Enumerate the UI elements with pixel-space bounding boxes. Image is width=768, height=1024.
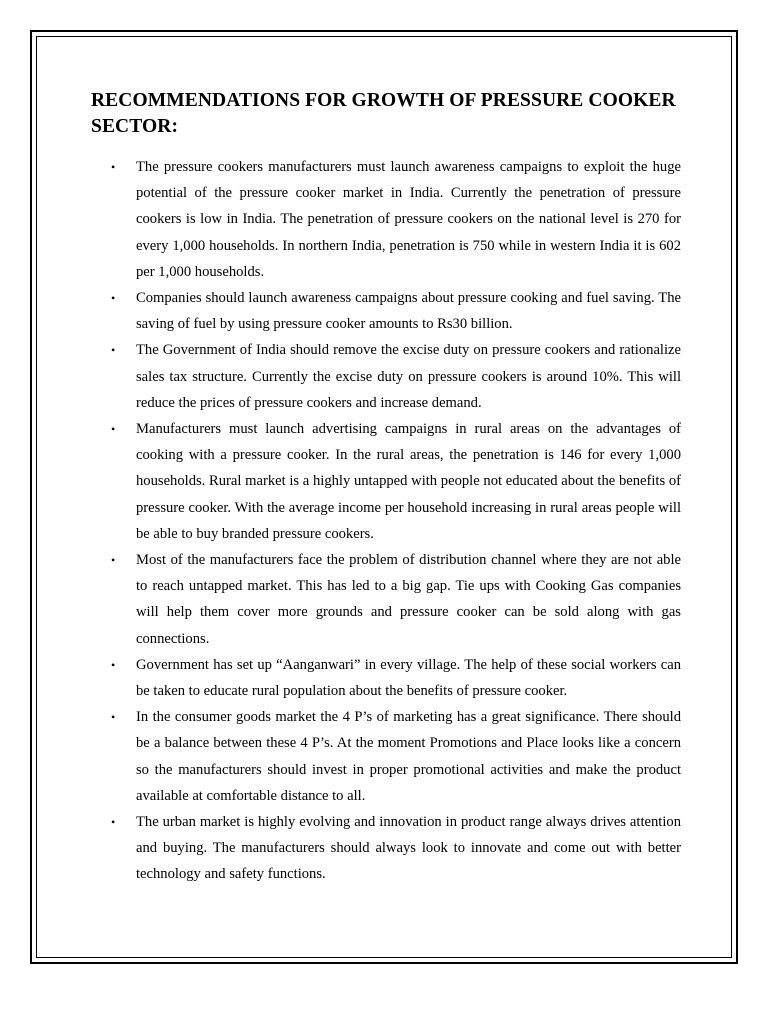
bullet-icon: • — [111, 553, 116, 568]
list-item — [91, 285, 681, 337]
bullet-icon: • — [111, 160, 116, 174]
document-body — [91, 88, 681, 888]
bullet-icon: • — [111, 343, 116, 358]
list-item — [91, 547, 681, 652]
bullet-icon: • — [111, 422, 116, 437]
list-item-text: The pressure cookers manufacturers must launch awareness campaigns to exploit the huge potential of the pressure cooker market in India. Currently the penetration of pressure cookers is low in India. The penetration of pressure cookers on the national level is 270 for every 1,000 households. In northern India, penetration is 750 while in western India it is 602 per 1,000 households. — [136, 159, 681, 280]
list-item-text: The Government of India should remove the excise duty on pressure cookers and rationalize sales tax structure. Currently the excise duty on pressure cookers is around 10%. This will reduce the prices of pressure cookers and increase demand. — [136, 342, 681, 411]
list-item-text: Most of the manufacturers face the problem of distribution channel where they are not able to reach untapped market. This has led to a big gap. Tie ups with Cooking Gas companies will help them cover more grounds and pressure cooker can be sold along with gas connections. — [136, 552, 681, 647]
list-item — [91, 337, 681, 416]
bullet-icon: • — [111, 815, 116, 830]
list-item-text: Manufacturers must launch advertising campaigns in rural areas on the advantages of cooking with a pressure cooker. In the rural areas, the penetration is 146 for every 1,000 households. Rural market is a highly untapped with people not educated about the benefits of pressure cooker. With the average income per household increasing in rural areas people will be able to buy branded pressure cookers. — [136, 421, 681, 542]
document-title: RECOMMENDATIONS FOR GROWTH OF PRESSURE COOKER SECTOR: — [91, 90, 676, 137]
bullet-icon: • — [111, 657, 116, 672]
list-item — [91, 652, 681, 704]
list-item — [91, 416, 681, 547]
bullet-icon: • — [111, 710, 116, 725]
list-item — [91, 809, 681, 888]
list-item — [91, 154, 681, 285]
list-item-text: In the consumer goods market the 4 P’s of marketing has a great significance. There should be a balance between these 4 P’s. At the moment Promotions and Place looks like a concern so the manufacturers should invest in proper promotional activities and make the product available at comfortable distance to all. — [136, 709, 681, 804]
bullet-icon: • — [111, 291, 116, 306]
list-item-text: Government has set up “Aanganwari” in every village. The help of these social workers can be taken to educate rural population about the benefits of pressure cooker. — [136, 656, 681, 700]
list-item — [91, 704, 681, 809]
list-item-text: Companies should launch awareness campaigns about pressure cooking and fuel saving. The saving of fuel by using pressure cooker amounts to Rs30 billion. — [136, 290, 681, 333]
recommendations-list — [91, 154, 681, 888]
list-item-text: The urban market is highly evolving and innovation in product range always drives attention and buying. The manufacturers should always look to innovate and come out with better technology and safety functions. — [136, 814, 681, 883]
